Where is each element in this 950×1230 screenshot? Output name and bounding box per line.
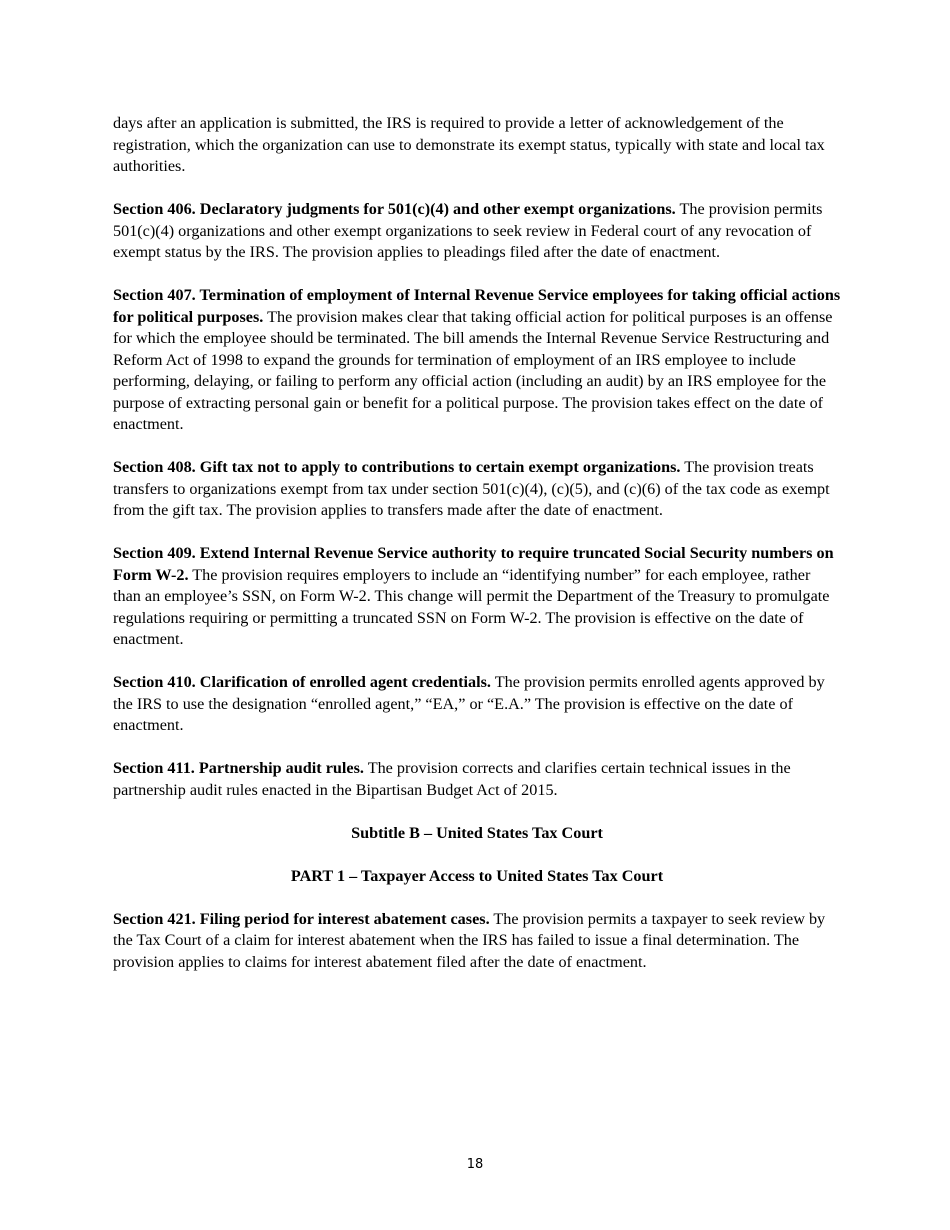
section-408-title: Section 408. Gift tax not to apply to contributions to certain exempt organizations. [113, 458, 681, 476]
section-406-paragraph [113, 199, 841, 264]
section-409-paragraph [113, 543, 841, 651]
section-411-paragraph [113, 758, 841, 801]
section-421-body: The provision permits a taxpayer to seek review by the Tax Court of a claim for interest abatement when the IRS has failed to issue a final determination. The provision applies to claims for interest abatement filed after the date of enactment. [113, 909, 826, 971]
document-page [113, 113, 841, 995]
section-407-paragraph [113, 285, 841, 436]
section-411-title: Section 411. Partnership audit rules. [113, 759, 364, 777]
section-406-title: Section 406. Declaratory judgments for 501(c)(4) and other exempt organizations. [113, 200, 676, 218]
intro-paragraph: days after an application is submitted, the IRS is required to provide a letter of acknowledgement of the registration, which the organization can use to demonstrate its exempt status, typically with state and local tax authorities. [113, 114, 825, 175]
section-409-body: The provision requires employers to include an “identifying number” for each employee, rather than an employee’s SSN, on Form W-2. This change will permit the Department of the Treasury to promulgate regulations requiring or permitting a truncated SSN on Form W-2. The provision is effective on the date of enactment. [113, 565, 830, 648]
section-410-body: The provision permits enrolled agents approved by the IRS to use the designation “enrolled agent,” “EA,” or “E.A.” The provision is effective on the date of enactment. [113, 673, 825, 734]
section-410-title: Section 410. Clarification of enrolled agent credentials. [113, 673, 491, 691]
section-407-body: The provision makes clear that taking official action for political purposes is an offense for which the employee should be terminated. The bill amends the Internal Revenue Service Restructuring and Reform Act of 1998 to expand the grounds for termination of employment of an IRS employee to include performing, delaying, or failing to perform any official action (including an audit) by an IRS employee for the purpose of extracting personal gain or benefit for a political purpose. The provision takes effect on the date of enactment. [113, 307, 833, 433]
page-number: 18 [466, 1157, 484, 1172]
section-408-paragraph [113, 457, 841, 522]
section-408-body: The provision treats transfers to organizations exempt from tax under section 501(c)(4), (c)(5), and (c)(6) of the tax code as exempt from the gift tax. The provision applies to transfers made after the date of enactment. [113, 458, 830, 519]
section-410-paragraph [113, 672, 841, 737]
section-407-title: Section 407. Termination of employment of Internal Revenue Service employees for taking official actions for political purposes. [113, 286, 841, 326]
subtitle-heading: Subtitle B – United States Tax Court [351, 823, 603, 842]
section-421-title: Section 421. Filing period for interest abatement cases. [113, 909, 490, 928]
section-406-body: The provision permits 501(c)(4) organizations and other exempt organizations to seek review in Federal court of any revocation of exempt status by the IRS. The provision applies to pleadings filed after the date of enactment. [113, 200, 823, 261]
section-421-paragraph [113, 909, 841, 974]
section-409-title: Section 409. Extend Internal Revenue Service authority to require truncated Social Security numbers on Form W-2. [113, 544, 834, 584]
section-411-body: The provision corrects and clarifies certain technical issues in the partnership audit rules enacted in the Bipartisan Budget Act of 2015. [113, 759, 791, 799]
part-heading: PART 1 – Taxpayer Access to United States Tax Court [290, 866, 664, 885]
